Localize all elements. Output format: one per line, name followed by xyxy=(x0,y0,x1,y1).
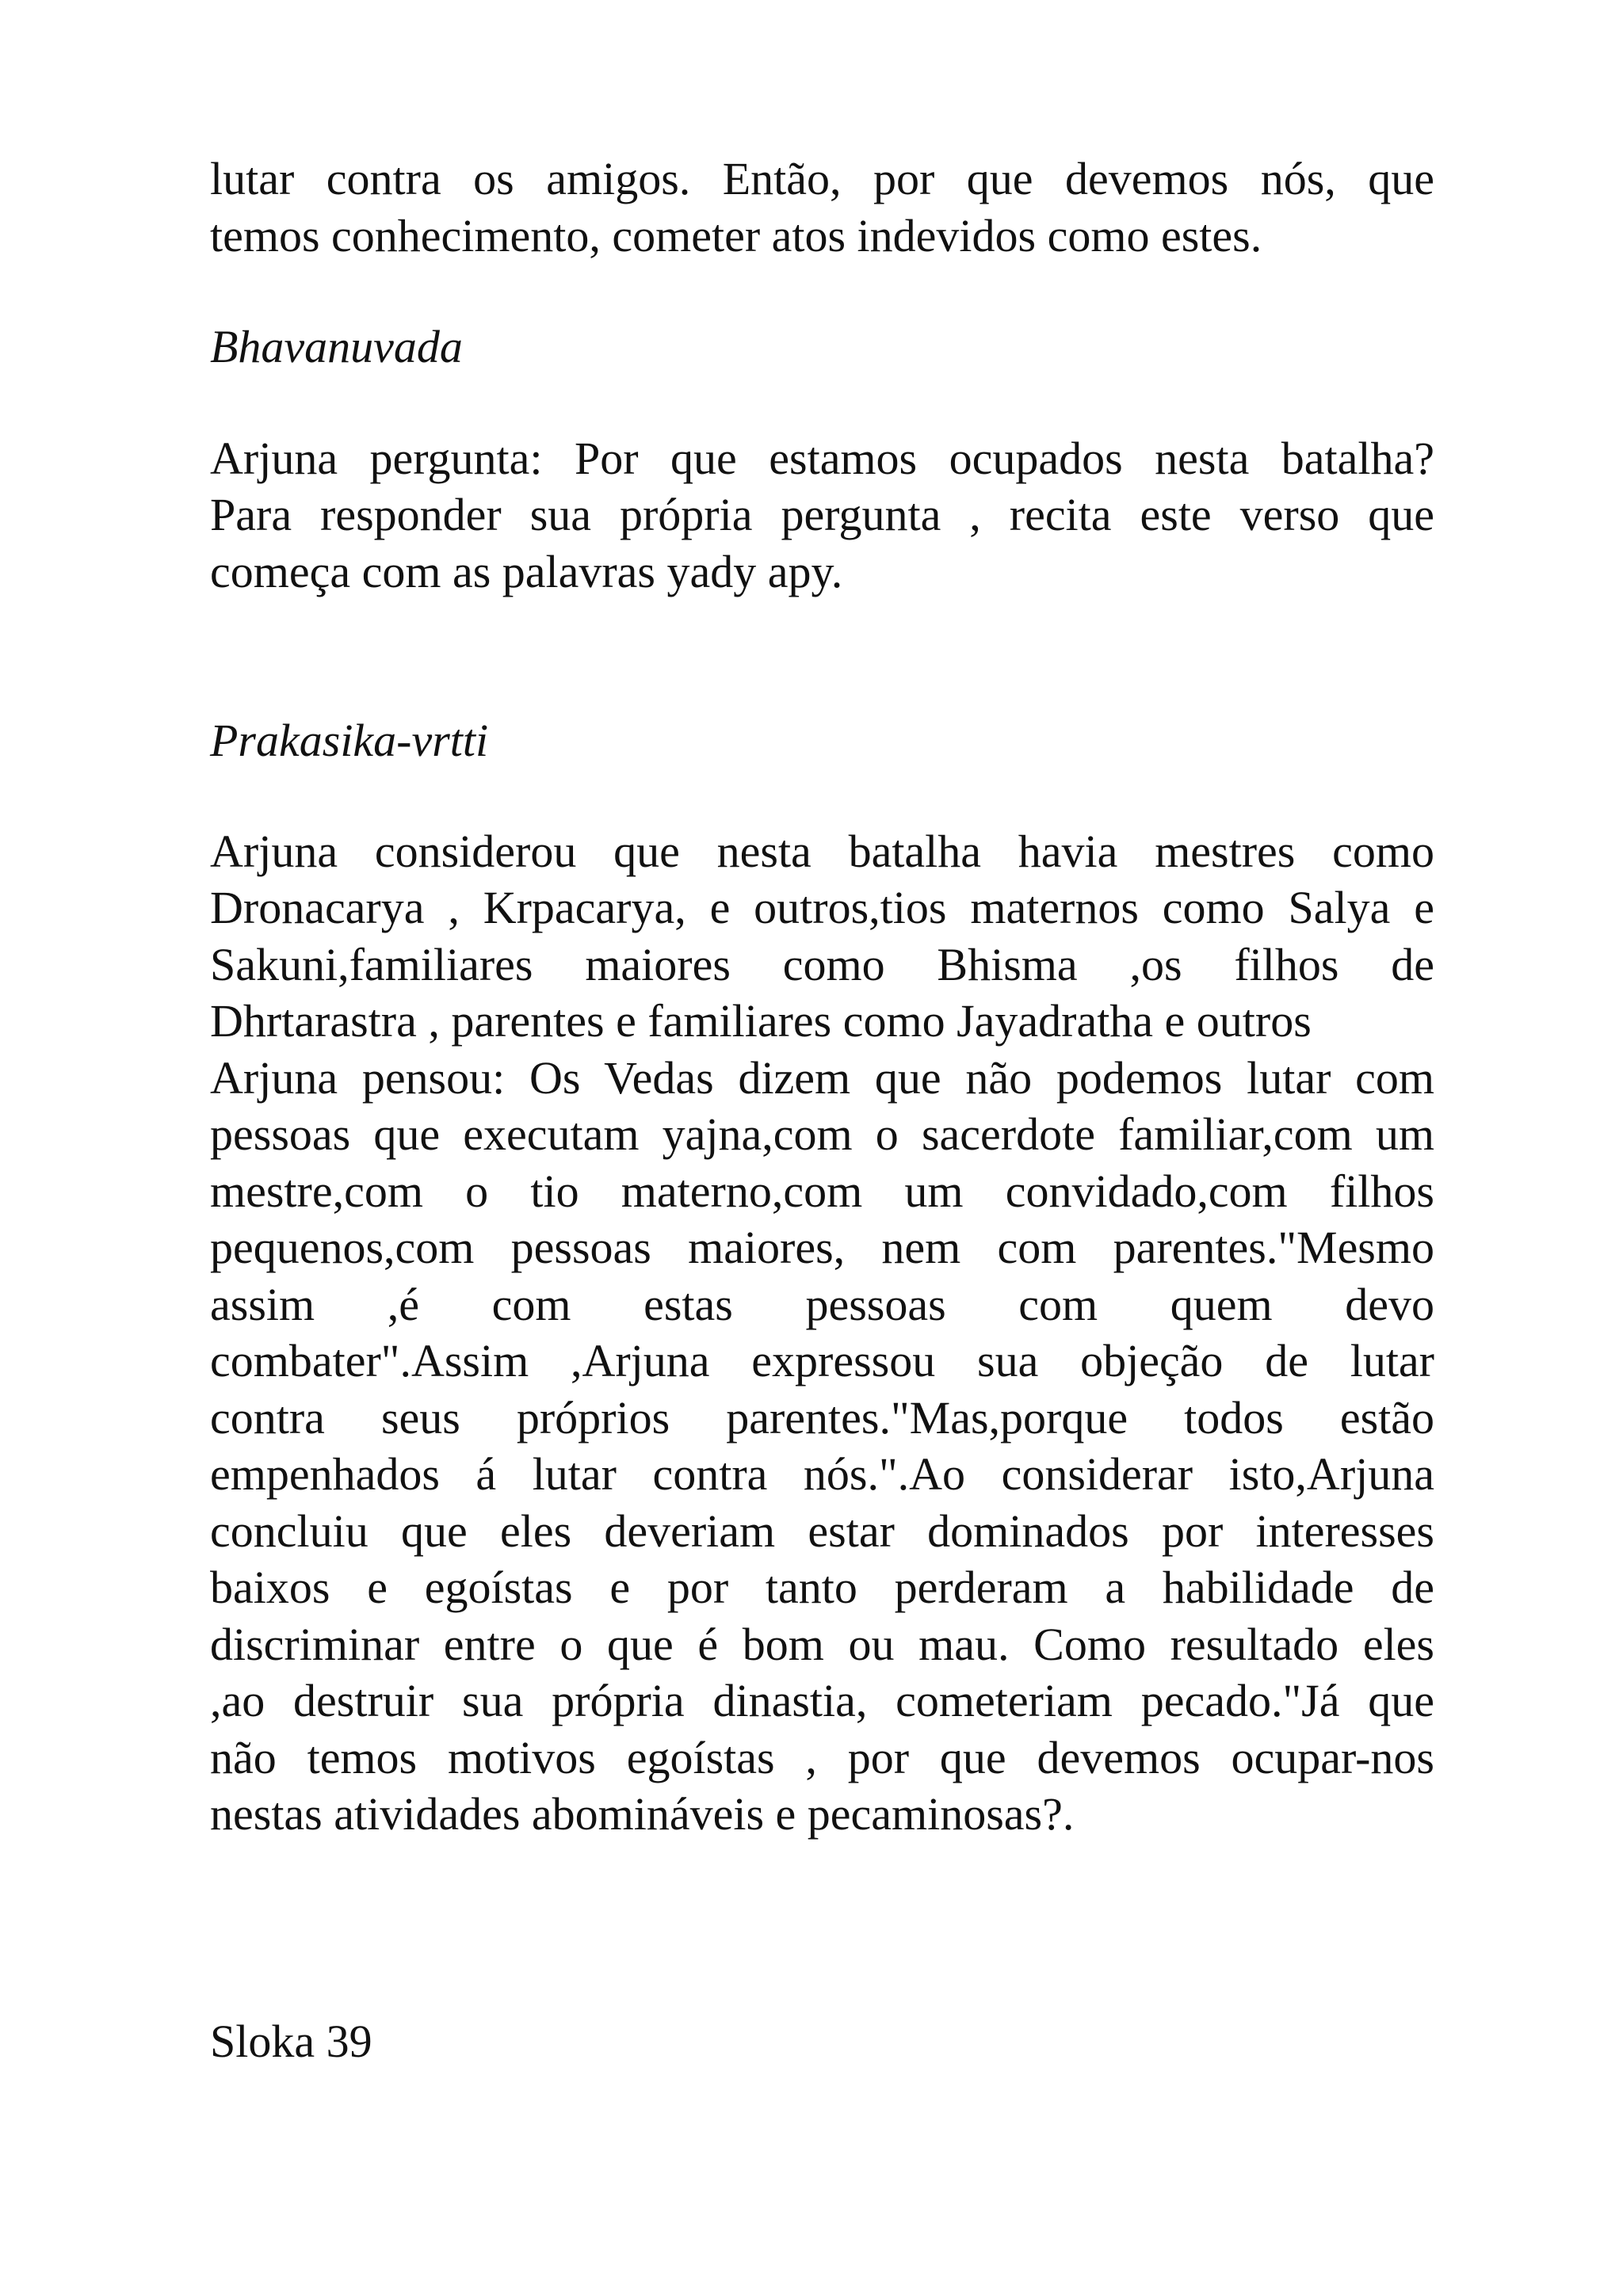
text-line: Sakuni,familiares maiores como Bhisma ,os filhos de xyxy=(210,938,1434,990)
text-line: combater".Assim ,Arjuna expressou sua objeção de lutar xyxy=(210,1335,1434,1386)
document-page xyxy=(210,151,1434,2069)
prakasika-paragraph-1 xyxy=(210,823,1434,1050)
text-line: Arjuna pensou: Os Vedas dizem que não podemos lutar com xyxy=(210,1051,1434,1104)
text-line: Dhrtarastra , parentes e familiares como Jayadratha e outros xyxy=(210,995,1312,1047)
text-line: Arjuna pergunta: Por que estamos ocupados nesta batalha? xyxy=(210,432,1434,484)
text-line: não temos motivos egoístas , por que devemos ocupar-nos xyxy=(210,1731,1434,1783)
intro-paragraph xyxy=(210,151,1434,264)
text-line: ,ao destruir sua própria dinastia, cometeriam pecado."Já que xyxy=(210,1675,1434,1726)
spacer xyxy=(210,600,1434,712)
text-line: empenhados á lutar contra nós.".Ao considerar isto,Arjuna xyxy=(210,1448,1434,1500)
bhavanuvada-paragraph xyxy=(210,430,1434,601)
section-heading-prakasika: Prakasika-vrtti xyxy=(210,715,489,766)
text-line: assim ,é com estas pessoas com quem devo xyxy=(210,1278,1434,1330)
text-line: contra seus próprios parentes."Mas,porque todos estão xyxy=(210,1391,1434,1444)
prakasika-paragraph-2 xyxy=(210,1050,1434,1843)
text-line: Dronacarya , Krpacarya, e outros,tios maternos como Salya e xyxy=(210,882,1434,933)
section-heading-bhavanuvada: Bhavanuvada xyxy=(210,321,463,372)
text-line: discriminar entre o que é bom ou mau. Como resultado eles xyxy=(210,1618,1434,1670)
text-line: lutar contra os amigos. Então, por que devemos nós, que xyxy=(210,153,1434,204)
text-line: pequenos,com pessoas maiores, nem com parentes."Mesmo xyxy=(210,1222,1434,1273)
text-line: concluiu que eles deveriam estar dominados por interesses xyxy=(210,1505,1434,1557)
text-line: Arjuna considerou que nesta batalha havia mestres como xyxy=(210,825,1434,877)
text-line: baixos e egoístas e por tanto perderam a habilidade de xyxy=(210,1562,1434,1613)
text-line: temos conhecimento, cometer atos indevidos como estes. xyxy=(210,209,1262,261)
text-line: nestas atividades abomináveis e pecaminosas?. xyxy=(210,1788,1075,1840)
text-line: pessoas que executam yajna,com o sacerdote familiar,com um xyxy=(210,1108,1434,1160)
text-line: mestre,com o tio materno,com um convidado,com filhos xyxy=(210,1165,1434,1217)
spacer xyxy=(210,1843,1434,2013)
spacer xyxy=(210,264,1434,318)
text-line: começa com as palavras yady apy. xyxy=(210,545,843,597)
spacer xyxy=(210,376,1434,430)
sloka-label: Sloka 39 xyxy=(210,2015,372,2067)
spacer xyxy=(210,769,1434,823)
text-line: Para responder sua própria pergunta , recita este verso que xyxy=(210,489,1434,540)
